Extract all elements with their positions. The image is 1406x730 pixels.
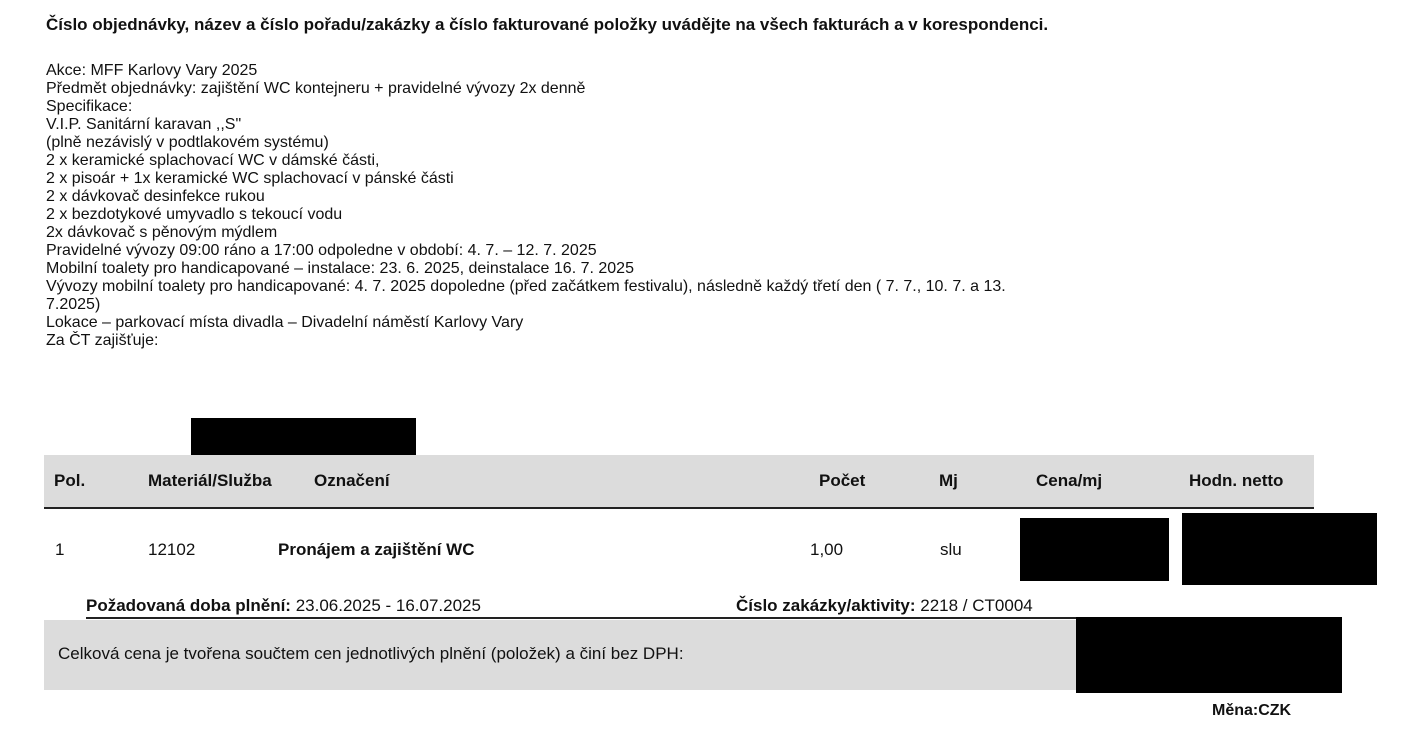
spec-line-handicap-install: Mobilní toalety pro handicapované – instalace: 23. 6. 2025, deinstalace 16. 7. 2025 [46, 260, 634, 277]
header-cena: Cena/mj [1036, 471, 1103, 490]
redacted-total [1076, 617, 1342, 693]
currency: Měna:CZK [1212, 702, 1292, 719]
spec-line-handicap-collections-end: 7.2025) [46, 296, 101, 313]
row-pocet: 1,00 [810, 540, 844, 559]
header-mj: Mj [939, 471, 958, 490]
total-price-text: Celková cena je tvořena součtem cen jednotlivých plnění (položek) a činí bez DPH: [58, 644, 684, 663]
spec-line-washbasin: 2 x bezdotykové umyvadlo s tekoucí vodu [46, 206, 343, 223]
header-material: Materiál/Služba [148, 471, 272, 490]
order-notice: Číslo objednávky, název a číslo pořadu/zakázky a číslo fakturované položky uvádějte na všech fakturách a v korespondenci. [46, 15, 1049, 34]
order-activity-number [736, 596, 1033, 616]
header-netto: Hodn. netto [1189, 471, 1284, 490]
fulfillment-label: Požadovaná doba plnění: [86, 596, 291, 615]
spec-line-caravan: V.I.P. Sanitární karavan ,,S" [46, 116, 242, 133]
spec-line-disinfection: 2 x dávkovač desinfekce rukou [46, 188, 265, 205]
spec-line-location: Lokace – parkovací místa divadla – Divadelní náměstí Karlovy Vary [46, 314, 524, 331]
spec-line-subject: Předmět objednávky: zajištění WC kontejneru + pravidelné vývozy 2x denně [46, 80, 586, 97]
redacted-unit-price [1020, 518, 1169, 581]
fulfillment-value: 23.06.2025 - 16.07.2025 [290, 596, 481, 615]
row-oznaceni: Pronájem a zajištění WC [278, 540, 475, 559]
spec-line-mens-wc: 2 x pisoár + 1x keramické WC splachovací v pánské části [46, 170, 454, 187]
spec-line-contact: Za ČT zajišťuje: [46, 332, 159, 349]
activity-label: Číslo zakázky/aktivity: [736, 596, 916, 615]
redacted-contact [191, 418, 416, 458]
fulfillment-period [86, 596, 481, 616]
row-mj: slu [940, 540, 962, 559]
order-specification [46, 62, 1376, 350]
spec-line-event: Akce: MFF Karlovy Vary 2025 [46, 62, 258, 79]
spec-line-system: (plně nezávislý v podtlakovém systému) [46, 134, 329, 151]
header-pol: Pol. [54, 471, 86, 490]
row-material: 12102 [148, 540, 196, 559]
activity-value: 2218 / CT0004 [915, 596, 1033, 615]
spec-line-collections: Pravidelné vývozy 09:00 ráno a 17:00 odpoledne v období: 4. 7. – 12. 7. 2025 [46, 242, 597, 259]
row-pol: 1 [55, 540, 65, 559]
spec-line-soap: 2x dávkovač s pěnovým mýdlem [46, 224, 278, 241]
spec-line-heading: Specifikace: [46, 98, 133, 115]
redacted-net-value [1182, 513, 1377, 585]
table-header [44, 455, 1314, 509]
header-oznaceni: Označení [314, 471, 390, 490]
spec-line-handicap-collections: Vývozy mobilní toalety pro handicapované: 4. 7. 2025 dopoledne (před začátkem festivalu), následně každý třetí den ( 7. 7., 10. 7. a 13. [46, 278, 1006, 295]
header-pocet: Počet [819, 471, 866, 490]
spec-line-ladies-wc: 2 x keramické splachovací WC v dámské části, [46, 152, 380, 169]
